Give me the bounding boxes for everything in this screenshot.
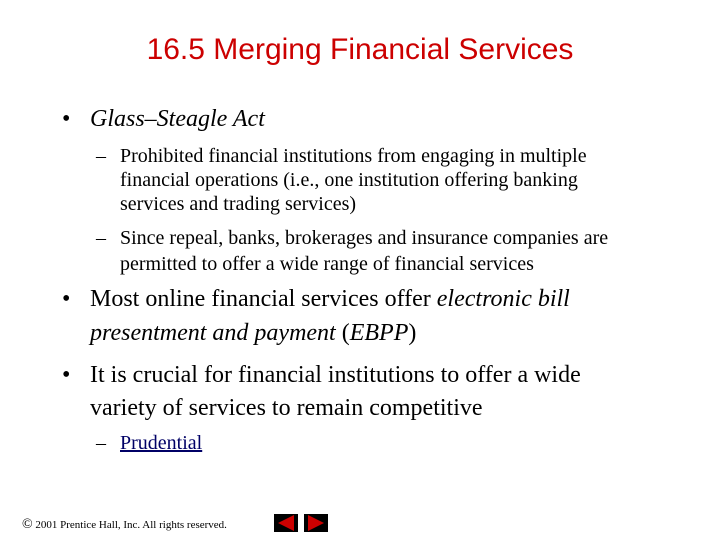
subitem-line: permitted to offer a wide range of financial services xyxy=(120,253,534,275)
bullet-line xyxy=(90,284,570,314)
left-arrow-icon xyxy=(274,514,298,532)
bullet-text-plain: ( xyxy=(335,320,350,346)
bullet-text-plain: ) xyxy=(408,320,417,346)
bullet-glyph: • xyxy=(62,362,71,388)
copyright-symbol: © xyxy=(22,517,33,532)
subitem-line: Prohibited financial institutions from engaging in multiple xyxy=(120,145,587,167)
bullet-text-plain: Most online financial services offer xyxy=(90,286,437,312)
right-arrow-icon xyxy=(304,514,328,532)
bullet-line: It is crucial for financial institutions to offer a wide xyxy=(90,362,581,388)
previous-slide-button[interactable] xyxy=(274,514,298,532)
subitem-line: Since repeal, banks, brokerages and insurance companies are xyxy=(120,227,609,249)
bullet-text-italic: presentment and payment xyxy=(90,320,336,346)
bullet-text-italic: EBPP xyxy=(349,320,409,346)
bullet-glyph: • xyxy=(62,106,71,132)
bullet-line: variety of services to remain competitive xyxy=(90,395,483,421)
bullet-line xyxy=(90,318,416,348)
bullet-text-italic: electronic bill xyxy=(436,286,570,312)
copyright-text: 2001 Prentice Hall, Inc. All rights reserved. xyxy=(35,519,227,531)
prudential-link[interactable]: Prudential xyxy=(120,432,203,454)
dash-glyph: – xyxy=(96,227,106,249)
dash-glyph: – xyxy=(96,432,106,454)
bullet-glyph: • xyxy=(62,286,71,312)
subitem-line: services and trading services) xyxy=(120,193,357,215)
bullet-text: Glass–Steagle Act xyxy=(90,106,265,132)
next-slide-button[interactable] xyxy=(304,514,328,532)
subitem-line: financial operations (i.e., one institution offering banking xyxy=(120,169,578,191)
copyright-footer xyxy=(22,518,227,532)
slide-title: 16.5 Merging Financial Services xyxy=(146,33,574,66)
dash-glyph: – xyxy=(96,145,106,167)
